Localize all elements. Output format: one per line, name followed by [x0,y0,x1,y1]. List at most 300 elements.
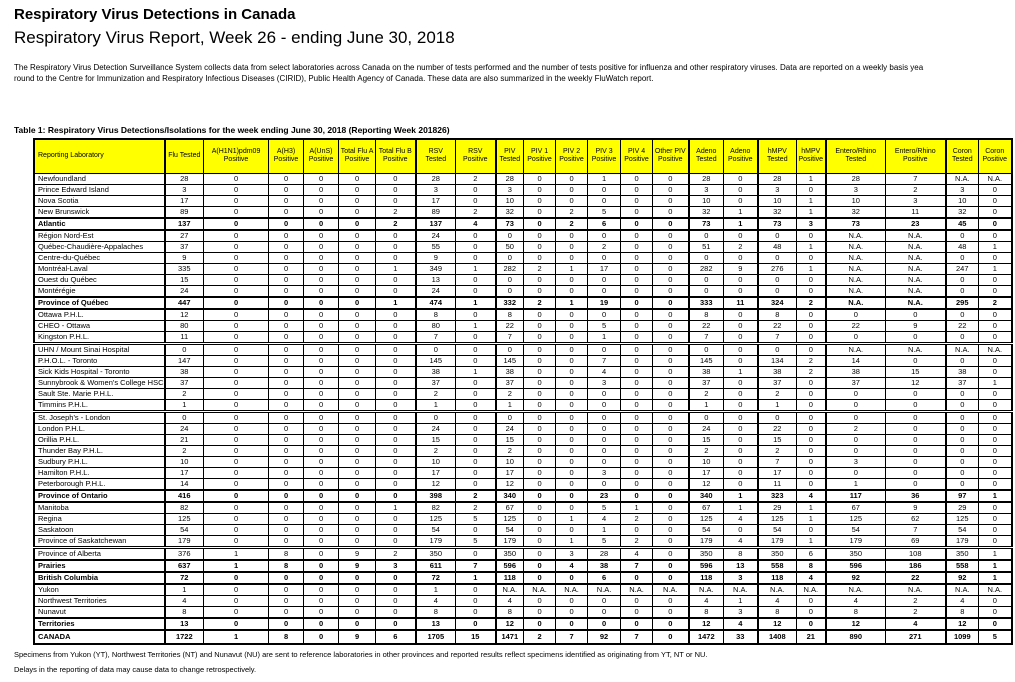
data-cell: 637 [165,560,204,572]
data-cell: 3 [724,572,758,584]
data-cell: 0 [826,399,886,411]
data-cell: 0 [653,331,689,343]
data-cell: 12 [689,618,724,630]
data-cell: 0 [456,445,496,456]
data-cell: 1 [979,572,1012,584]
row-label: Ouest du Québec [34,274,165,285]
data-cell: 0 [304,630,339,644]
data-cell: 1 [456,263,496,274]
table-row [34,173,1012,184]
data-cell: 24 [165,423,204,434]
data-cell: 0 [621,309,653,321]
data-cell: 0 [204,377,269,388]
data-cell: 0 [456,434,496,445]
data-cell: N.A. [556,584,588,596]
data-cell: 0 [758,230,797,242]
data-cell: 0 [653,411,689,423]
data-cell: 0 [524,173,556,184]
column-header: PIV 1 Positive [524,139,556,173]
data-cell: 0 [304,320,339,331]
data-cell: 0 [339,195,376,206]
data-cell: 0 [524,218,556,230]
data-cell: 0 [556,399,588,411]
data-cell: 23 [886,218,946,230]
data-cell: 12 [496,478,524,490]
data-cell: 0 [456,595,496,606]
data-cell: 1 [204,630,269,644]
table-row [34,411,1012,423]
column-header-reporting-laboratory: Reporting Laboratory [34,139,165,173]
data-cell: 0 [979,331,1012,343]
data-cell: 0 [588,388,621,399]
data-cell: 0 [376,595,416,606]
data-cell: 0 [376,355,416,366]
data-cell: 0 [653,297,689,309]
data-cell: N.A. [946,584,979,596]
data-cell: 0 [946,467,979,478]
data-cell: N.A. [946,343,979,355]
data-cell: 0 [758,285,797,297]
data-cell: 0 [339,320,376,331]
data-cell: 0 [979,502,1012,514]
data-cell: 5 [456,513,496,524]
data-cell: 0 [886,331,946,343]
column-header: Coron Tested [946,139,979,173]
data-cell: 0 [269,445,304,456]
data-cell: 4 [797,490,826,502]
row-label: Saskatoon [34,524,165,535]
data-cell: 0 [339,366,376,377]
data-cell: 125 [758,513,797,524]
data-cell: 50 [496,241,524,252]
row-label: Sick Kids Hospital - Toronto [34,366,165,377]
data-cell: 62 [886,513,946,524]
row-label: UHN / Mount Sinai Hospital [34,343,165,355]
data-cell: 0 [946,309,979,321]
data-cell: 1 [979,560,1012,572]
data-cell: 7 [621,630,653,644]
data-cell: 0 [797,184,826,195]
data-cell: 0 [339,595,376,606]
data-cell: N.A. [886,274,946,285]
data-cell: 28 [689,173,724,184]
row-label: Montérégie [34,285,165,297]
data-cell: 145 [689,355,724,366]
data-cell: 0 [886,467,946,478]
data-cell: 0 [556,478,588,490]
data-cell: 0 [588,274,621,285]
data-cell: 0 [724,434,758,445]
data-cell: 0 [979,309,1012,321]
data-cell: 29 [758,502,797,514]
data-cell: N.A. [826,297,886,309]
data-cell: 0 [269,263,304,274]
data-cell: 125 [946,513,979,524]
data-cell: N.A. [886,230,946,242]
data-cell: 2 [758,445,797,456]
data-cell: 0 [797,377,826,388]
data-cell: 54 [826,524,886,535]
data-cell: 0 [339,206,376,218]
table-row [34,195,1012,206]
data-cell: 0 [797,434,826,445]
data-cell: 4 [496,595,524,606]
data-cell: 0 [339,618,376,630]
data-cell: 4 [724,618,758,630]
data-cell: N.A. [689,584,724,596]
data-cell: 7 [588,355,621,366]
data-cell: 125 [689,513,724,524]
data-cell: 0 [204,606,269,618]
data-cell: 0 [979,478,1012,490]
data-cell: 1 [797,513,826,524]
data-cell: 7 [496,331,524,343]
data-cell: 1 [588,524,621,535]
table-row [34,366,1012,377]
data-cell: 0 [797,285,826,297]
data-cell: 10 [165,456,204,467]
data-cell: 48 [946,241,979,252]
data-cell: 890 [826,630,886,644]
data-cell: 0 [204,584,269,596]
data-cell: 1 [165,399,204,411]
data-cell: 0 [556,445,588,456]
data-cell: 0 [886,445,946,456]
data-cell: 0 [588,434,621,445]
table-row [34,595,1012,606]
data-cell: 0 [204,423,269,434]
data-cell: 32 [689,206,724,218]
data-cell: 0 [204,241,269,252]
data-cell: 0 [588,606,621,618]
data-cell: 118 [496,572,524,584]
data-cell: 38 [946,366,979,377]
data-cell: 9 [165,252,204,263]
data-cell: 0 [724,524,758,535]
data-cell: N.A. [946,173,979,184]
data-cell: 8 [496,309,524,321]
data-cell: 2 [456,206,496,218]
data-cell: 0 [339,285,376,297]
data-cell: 4 [724,535,758,547]
data-cell: N.A. [653,584,689,596]
data-cell: 0 [269,184,304,195]
data-cell: 271 [886,630,946,644]
data-cell: 28 [165,173,204,184]
data-cell: 0 [496,252,524,263]
data-cell: 0 [556,274,588,285]
data-cell: 0 [826,467,886,478]
table-row [34,456,1012,467]
data-cell: 19 [588,297,621,309]
data-cell: 0 [204,478,269,490]
data-cell: 0 [269,309,304,321]
data-cell: 0 [979,388,1012,399]
column-header: RSV Positive [456,139,496,173]
data-cell: 54 [758,524,797,535]
data-cell: 0 [524,572,556,584]
data-cell: 0 [979,252,1012,263]
table-header [34,139,1012,173]
data-cell: 0 [269,355,304,366]
data-cell: 0 [621,297,653,309]
data-cell: 0 [304,445,339,456]
data-cell: 10 [946,195,979,206]
data-cell: 0 [269,297,304,309]
data-cell: 0 [456,584,496,596]
data-cell: 2 [689,445,724,456]
data-cell: 0 [204,595,269,606]
data-cell: 2 [376,547,416,560]
data-cell: 376 [165,547,204,560]
data-cell: 1 [556,297,588,309]
data-cell: 9 [339,630,376,644]
data-cell: 2 [456,490,496,502]
data-cell: 0 [339,274,376,285]
data-cell: 0 [556,490,588,502]
data-cell: 323 [758,490,797,502]
row-label: Centre-du-Québec [34,252,165,263]
data-cell: 0 [886,478,946,490]
data-cell: 10 [826,195,886,206]
data-cell: 54 [416,524,456,535]
data-cell: 0 [797,309,826,321]
row-label: Province of Ontario [34,490,165,502]
data-cell: 0 [456,331,496,343]
data-cell: 7 [456,560,496,572]
data-cell: 0 [376,366,416,377]
data-cell: 0 [304,584,339,596]
column-header: Total Flu A Positive [339,139,376,173]
data-cell: 0 [269,524,304,535]
data-cell: 0 [588,309,621,321]
data-cell: 4 [588,513,621,524]
data-cell: 596 [689,560,724,572]
data-cell: 17 [689,467,724,478]
data-cell: 0 [556,309,588,321]
data-cell: 0 [304,478,339,490]
data-cell: 0 [524,399,556,411]
data-cell: 1472 [689,630,724,644]
data-cell: 0 [758,252,797,263]
data-cell: 0 [456,606,496,618]
row-label: Sudbury P.H.L. [34,456,165,467]
table-row [34,388,1012,399]
data-cell: 0 [204,331,269,343]
data-cell: 38 [758,366,797,377]
data-cell: 0 [588,423,621,434]
data-cell: 0 [826,434,886,445]
data-cell: 1 [724,595,758,606]
data-cell: 0 [456,195,496,206]
data-cell: 6 [797,547,826,560]
data-cell: 6 [376,630,416,644]
data-cell: 37 [689,377,724,388]
data-cell: 0 [269,618,304,630]
data-cell: 0 [339,434,376,445]
data-cell: 0 [797,230,826,242]
data-cell: 1 [797,535,826,547]
data-cell: 0 [376,618,416,630]
data-cell: 3 [588,467,621,478]
data-cell: 0 [269,399,304,411]
data-cell: 0 [376,411,416,423]
data-cell: 0 [524,195,556,206]
data-cell: N.A. [826,230,886,242]
data-cell: 0 [304,560,339,572]
data-cell: 0 [339,445,376,456]
data-cell: 0 [456,343,496,355]
data-cell: 0 [621,434,653,445]
data-cell: 82 [416,502,456,514]
virus-detections-table [33,138,1013,645]
table-row [34,218,1012,230]
data-cell: 0 [524,560,556,572]
data-cell: 13 [724,560,758,572]
data-cell: 0 [269,343,304,355]
data-cell: 1 [724,366,758,377]
data-cell: 0 [304,377,339,388]
data-cell: 0 [204,195,269,206]
data-cell: 0 [946,399,979,411]
data-cell: 0 [456,411,496,423]
data-cell: 179 [758,535,797,547]
data-cell: 0 [653,263,689,274]
data-cell: 0 [339,572,376,584]
data-cell: N.A. [826,241,886,252]
row-label: CHEO - Ottawa [34,320,165,331]
data-cell: 0 [724,331,758,343]
data-cell: 92 [946,572,979,584]
data-cell: 0 [376,423,416,434]
data-cell: 1408 [758,630,797,644]
table-row [34,423,1012,434]
column-header: Entero/Rhino Positive [886,139,946,173]
row-label: Prince Edward Island [34,184,165,195]
row-label: British Columbia [34,572,165,584]
data-cell: 596 [496,560,524,572]
data-cell: 0 [376,252,416,263]
data-cell: 0 [304,252,339,263]
data-cell: 38 [826,366,886,377]
data-cell: 3 [724,606,758,618]
column-header: RSV Tested [416,139,456,173]
data-cell: 17 [165,195,204,206]
data-cell: 147 [165,355,204,366]
data-cell: 0 [524,320,556,331]
data-cell: 0 [269,456,304,467]
data-cell: N.A. [588,584,621,596]
row-label: Territories [34,618,165,630]
data-cell: 2 [556,218,588,230]
data-cell: 145 [496,355,524,366]
data-cell: 0 [524,366,556,377]
data-cell: 0 [269,535,304,547]
data-cell: 15 [886,366,946,377]
data-cell: 0 [524,343,556,355]
data-cell: 32 [496,206,524,218]
data-cell: 23 [588,490,621,502]
data-cell: 8 [416,606,456,618]
data-cell: 0 [524,456,556,467]
data-cell: 0 [621,274,653,285]
table-row [34,230,1012,242]
data-cell: 24 [416,423,456,434]
data-cell: 125 [165,513,204,524]
data-cell: 0 [165,343,204,355]
data-cell: 0 [524,502,556,514]
data-cell: 0 [524,618,556,630]
data-cell: 125 [496,513,524,524]
data-cell: 0 [797,606,826,618]
data-cell: 0 [204,297,269,309]
data-cell: 0 [376,274,416,285]
data-cell: 37 [496,377,524,388]
data-cell: 1 [797,241,826,252]
data-cell: 38 [496,366,524,377]
data-cell: 0 [758,411,797,423]
data-cell: 0 [946,423,979,434]
data-cell: 0 [653,355,689,366]
data-cell: 0 [524,252,556,263]
data-cell: 22 [689,320,724,331]
data-cell: 0 [621,173,653,184]
data-cell: 0 [524,524,556,535]
data-cell: N.A. [826,584,886,596]
data-cell: 12 [689,478,724,490]
data-cell: 0 [653,572,689,584]
data-cell: 0 [724,320,758,331]
data-cell: 0 [204,456,269,467]
data-cell: 0 [204,184,269,195]
row-label: Hamilton P.H.L. [34,467,165,478]
data-cell: 7 [886,173,946,184]
data-cell: 2 [524,297,556,309]
data-cell: 0 [621,456,653,467]
data-cell: 0 [269,411,304,423]
data-cell: 55 [416,241,456,252]
data-cell: N.A. [886,263,946,274]
data-cell: 0 [979,456,1012,467]
data-cell: 0 [946,478,979,490]
row-label: Atlantic [34,218,165,230]
data-cell: 0 [304,535,339,547]
row-label: Province of Québec [34,297,165,309]
data-cell: 0 [556,502,588,514]
data-cell: 89 [165,206,204,218]
data-cell: 0 [269,230,304,242]
column-header: Flu Tested [165,139,204,173]
data-cell: N.A. [886,241,946,252]
data-cell: 0 [653,560,689,572]
data-cell: 2 [456,502,496,514]
data-cell: 1 [588,331,621,343]
data-cell: 2 [886,184,946,195]
data-cell: 0 [204,274,269,285]
data-cell: 37 [165,241,204,252]
data-cell: 295 [946,297,979,309]
data-cell: 24 [496,423,524,434]
data-cell: 1 [165,584,204,596]
data-cell: 0 [556,320,588,331]
data-cell: 108 [886,547,946,560]
data-cell: 0 [269,206,304,218]
data-cell: 0 [556,411,588,423]
data-cell: 0 [724,285,758,297]
data-cell: 0 [456,241,496,252]
data-cell: 0 [886,355,946,366]
data-cell: 0 [653,285,689,297]
